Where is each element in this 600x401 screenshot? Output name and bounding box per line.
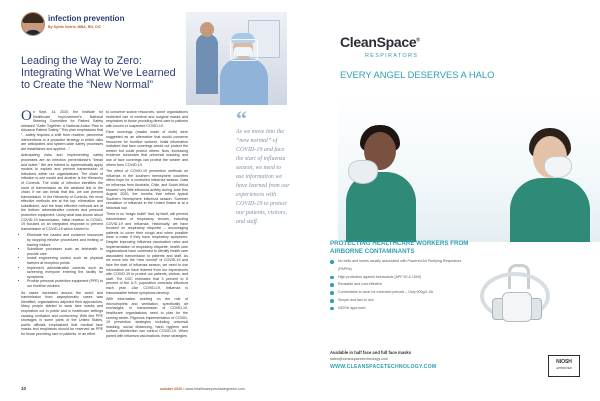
list-item: • Install engineering control such as physical barriers at reception points bbox=[27, 256, 103, 265]
product-image-respirator bbox=[476, 262, 554, 332]
paragraph: Face coverings (masks made of cloth) were suggested as an alternative that would conserve resources for frontline workers. Initial information indicated that face coverings would not protect the wearer but could protect others. Now, increasing evidence concludes that universal masking and use of face coverings can protect the wearer and others from COVID-19. bbox=[106, 130, 188, 167]
bullet-list bbox=[21, 233, 103, 288]
ad-subheadline: PROTECTING HEALTHCARE WORKERS FROM AIRBORNE CONTAMINANTS bbox=[330, 240, 469, 255]
feature-item: High protection against biohazards (APF 50 & 1000) bbox=[330, 274, 470, 282]
feature-item: Reusable and cost effective bbox=[330, 281, 470, 289]
website-link[interactable]: www.healthcarepurchasingnews.com bbox=[185, 387, 245, 391]
issue-date: october 2020 bbox=[160, 387, 183, 391]
ad-photo-nurses-with-respirators bbox=[338, 92, 600, 242]
list-item: • Substitute processes such as telehealth to provide care bbox=[27, 247, 103, 256]
feature-item: Comfortable to wear for extended periods – Only 500g/1.1lb bbox=[330, 289, 470, 297]
contact-email[interactable]: sales@cleanspacetechnology.com bbox=[330, 357, 389, 361]
registered-mark: ® bbox=[416, 37, 420, 44]
author-avatar bbox=[21, 12, 45, 36]
badge-subtitle: APPROVED bbox=[556, 366, 572, 370]
paragraph: Anticipating risks and implementing safety processes are an infection preventionist’s “bread and butter.” We are trained to systematically apply models to explain and prevent transmission of infections within our organizations. The chain of infection is one model and another is the Hierarchy of Controls. The chain of infection identifies the route of transmission as the weakest link in the chain. If we can break that link, we can prevent transmission. In the Hierarchy of Controls, the most effective methods are at the top: elimination and substitution, and the least effective methods are at the bottom: administrative controls and personal protective equipment. Using what was known about COVID-19 transmission, initial reaction to COVID-19 focused on an integrated response to prevent transmission of COVID-19 which strived to: bbox=[21, 153, 103, 231]
list-item: • Eliminate the hazard and conserve resources by stopping elective procedures and limiting or barring visitors bbox=[27, 233, 103, 247]
ad-headline: EVERY ANGEL DESERVES A HALO bbox=[340, 69, 495, 80]
feature-item: Simple and fast to don bbox=[330, 297, 470, 305]
dropcap: O bbox=[21, 108, 32, 124]
brand-logo-text: CleanSpace bbox=[340, 34, 417, 50]
list-item: • Provide personal protective equipment (PPE) to our frontline workers. bbox=[27, 279, 103, 288]
page-footer: october 2020 • www.healthcarepurchasingnews.com bbox=[160, 387, 245, 391]
page-number: 10 bbox=[21, 386, 27, 391]
brand-tagline: RESPIRATORS bbox=[365, 53, 419, 59]
paragraph: As cases increased around the world and transmission from asymptomatic cases was identified, organizations adjusted their approaches. Many people started to wear face masks and respirators out in public and in healthcare settings causing confusion and controversy. With dire PPE shortages in some parts of the United States, public officials emphasized that medical face masks and respirators should be reserved as PPE for those providing care to patients. In an effort bbox=[21, 290, 103, 336]
respirator-icon bbox=[348, 160, 378, 184]
quote-mark-icon: “ bbox=[236, 106, 247, 131]
column-name: infection prevention bbox=[48, 14, 125, 23]
website-link[interactable]: WWW.CLEANSPACETECHNOLOGY.COM bbox=[330, 364, 437, 370]
article-column-1 bbox=[21, 110, 103, 339]
article-headline: Leading the Way to Zero: Integrating What We’ve Learned to Create the “New Normal” bbox=[21, 55, 176, 92]
list-item: • Implement administrative controls such as screening everyone entering the facility for symptoms bbox=[27, 266, 103, 280]
paragraph: There is no “magic bullet” that, by itself, will prevent transmission of respiratory viruses, including COVID-19 and influenza. Historically, we have focused on respiratory etiquette – encouraging patients to cover their cough and when possible wear a mask if they have respiratory symptoms. Despite improving influenza vaccination rates and implementation of respiratory etiquette, health care organizations have continued to identify health care associated transmission to patients and staff. As we move into the “new normal” of COVID-19 and face the start of influenza season, we need to use information we have learned from our experiences with COVID-19 to protect our patients, visitors, and staff. The CDC estimates that 3 percent to 8 percent of the U.S. population contracts influenza each year. Like COVID-19, influenza is transmissible before symptoms develop. bbox=[106, 212, 188, 295]
paragraph: The effect of COVID-19 prevention methods on influenza in the southern hemisphere countries offers hope for a controlled influenza season. Data on influenza from Australia, Chile, and South Africa showed very little influenza activity during June thru August 2020, the months that reflect typical Southern Hemisphere influenza season. Summer circulation of influenza in the United States is at a historical low. bbox=[106, 169, 188, 210]
paragraph: With information working on the role of microdroplets and ventilation, specifically air exchanges, in transmission of COVID-19, healthcare organizations need to plan for the coming winter. Rigorous implementation of COVID-19 prevention strategies including universal masking, social distancing, hand hygiene and surface disinfection can control COVID-19. When paired with influenza vaccinations, these strategies bbox=[106, 297, 188, 338]
badge-title: NIOSH bbox=[556, 359, 572, 365]
brand-logo bbox=[340, 34, 420, 50]
feature-item: No belts and hoses usually associated with Powered Air Purifying Respirators (PAPRs) bbox=[330, 258, 470, 274]
article-column-2 bbox=[106, 110, 188, 341]
feature-list bbox=[330, 258, 470, 313]
cleanspace-ad bbox=[308, 0, 600, 401]
paragraph: n Sept. 14, 2020, the Institute for Healthcare Improvement’s National Steering Committee for Patient Safety released “Safer Together: A National Action Plan to Advance Patient Safety.” This plan emphasizes that “…safety requires a shift from reactive, piecemeal interventions to a proactive strategy in which risks are anticipated and system-wide safety processes are established and applied…” bbox=[21, 110, 103, 151]
respirator-icon bbox=[544, 156, 572, 178]
pull-quote: As we move into the “new normal” of COVID-19 and face the start of influenza season, we need to use information we have learned from our experiences with COVID-19 to protect our patients, visitors, and staff. bbox=[236, 129, 290, 225]
article-photo-healthcare-workers bbox=[186, 12, 287, 105]
paragraph: to conserve scarce resources, some organizations restricted use of medical and surgical masks and respirators to those providing direct care to patients with known or suspected COVID-19. bbox=[106, 110, 188, 128]
availability-text: Available in half face and full face masks bbox=[330, 350, 412, 355]
byline: By Sylvie Norris, MBA, RN, CIC bbox=[48, 25, 102, 29]
advertisement-page bbox=[300, 0, 600, 401]
feature-item: NIOSH approved bbox=[330, 305, 470, 313]
niosh-badge bbox=[548, 355, 580, 377]
